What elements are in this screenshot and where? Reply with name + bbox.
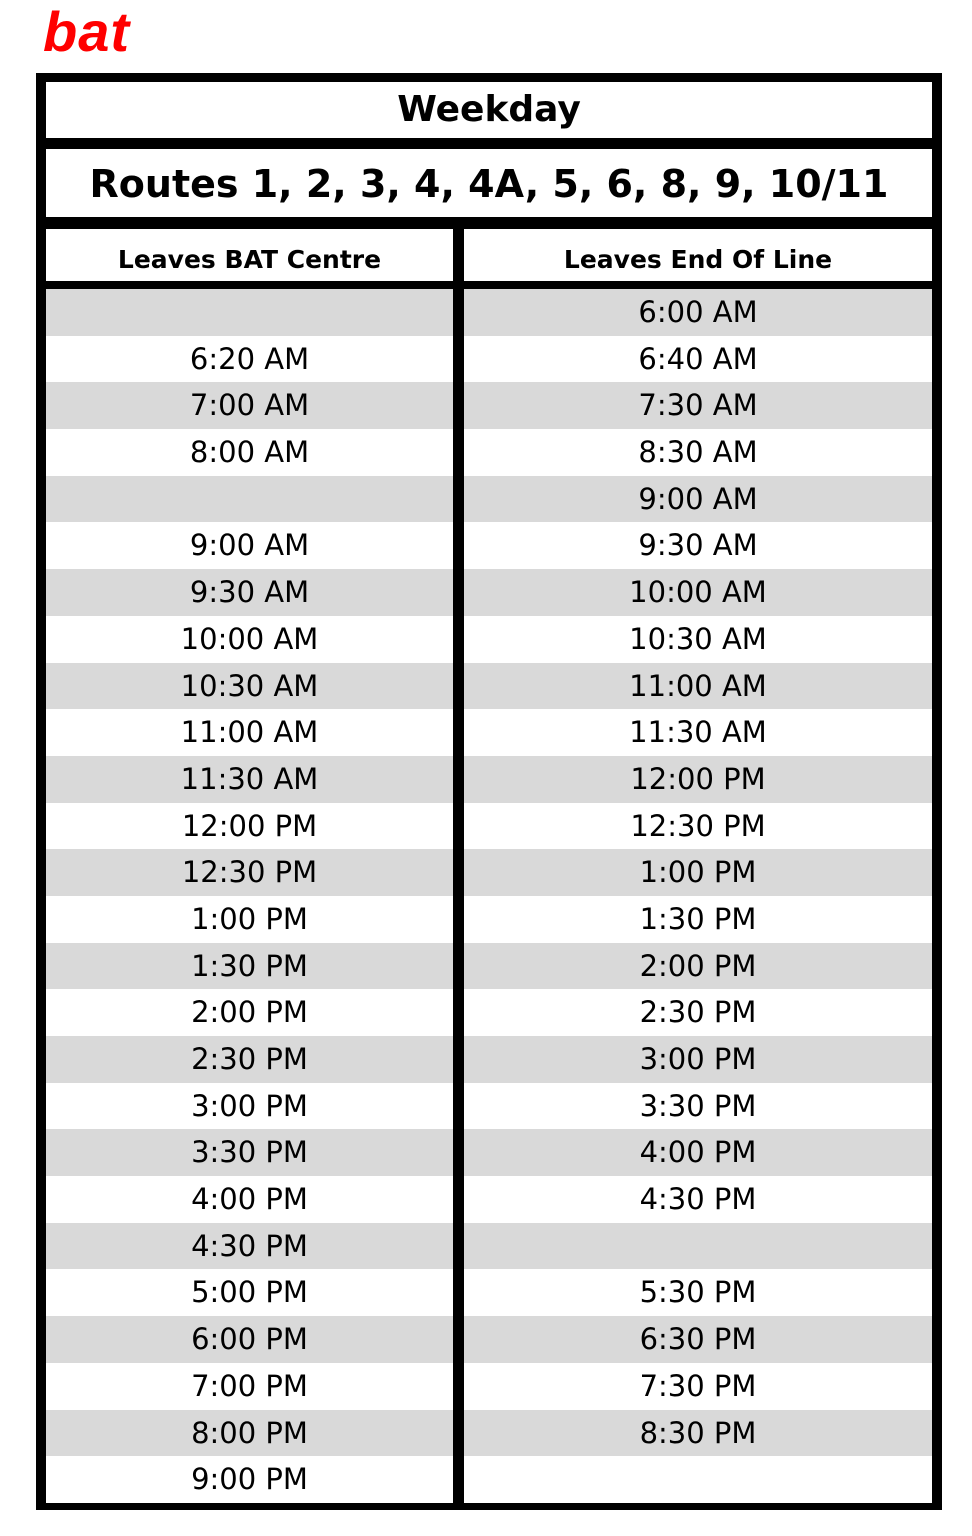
bat-centre-time-cell: 6:20 AM xyxy=(46,336,453,383)
bat-centre-time-cell: 5:00 PM xyxy=(46,1269,453,1316)
routes-header xyxy=(46,149,932,217)
bat-centre-time-cell: 10:30 AM xyxy=(46,663,453,710)
bat-centre-time-cell: 9:00 PM xyxy=(46,1456,453,1503)
end-of-line-time-cell: 9:30 AM xyxy=(464,522,932,569)
bat-centre-time-cell: 8:00 PM xyxy=(46,1410,453,1457)
bat-centre-time-cell: 3:00 PM xyxy=(46,1083,453,1130)
end-of-line-time-cell: 3:30 PM xyxy=(464,1083,932,1130)
bat-centre-time-cell: 11:00 AM xyxy=(46,709,453,756)
end-of-line-departures xyxy=(464,289,932,1503)
end-of-line-time-cell: 1:00 PM xyxy=(464,849,932,896)
end-of-line-time-cell: 9:00 AM xyxy=(464,476,932,523)
end-of-line-time-cell: 7:30 AM xyxy=(464,382,932,429)
day-type-header xyxy=(46,82,932,138)
end-of-line-time-cell: 5:30 PM xyxy=(464,1269,932,1316)
bat-centre-time-cell: 10:00 AM xyxy=(46,616,453,663)
end-of-line-time-cell: 6:40 AM xyxy=(464,336,932,383)
end-of-line-time-cell: 11:00 AM xyxy=(464,663,932,710)
bat-centre-time-cell: 1:00 PM xyxy=(46,896,453,943)
end-of-line-time-cell: 10:00 AM xyxy=(464,569,932,616)
bat-logo: bat xyxy=(43,0,130,63)
column-header-label: Leaves BAT Centre xyxy=(117,245,382,274)
end-of-line-time-cell: 10:30 AM xyxy=(464,616,932,663)
day-type-label: Weekday xyxy=(397,89,581,130)
bat-centre-time-cell: 7:00 AM xyxy=(46,382,453,429)
end-of-line-time-cell: 2:00 PM xyxy=(464,943,932,990)
bat-centre-time-cell: 12:30 PM xyxy=(46,849,453,896)
bat-centre-time-cell: 4:30 PM xyxy=(46,1223,453,1270)
bat-centre-time-cell: 2:00 PM xyxy=(46,989,453,1036)
end-of-line-time-cell: 12:00 PM xyxy=(464,756,932,803)
column-header-label: Leaves End Of Line xyxy=(563,245,833,274)
column-header-bat-centre xyxy=(46,229,453,281)
end-of-line-time-cell: 8:30 PM xyxy=(464,1410,932,1457)
end-of-line-time-cell: 6:30 PM xyxy=(464,1316,932,1363)
bat-centre-time-cell: 9:00 AM xyxy=(46,522,453,569)
end-of-line-time-cell: 12:30 PM xyxy=(464,803,932,850)
bat-centre-time-cell xyxy=(46,289,453,336)
routes-label: Routes 1, 2, 3, 4, 4A, 5, 6, 8, 9, 10/11 xyxy=(89,162,889,206)
column-header-end-of-line xyxy=(464,229,932,281)
bat-centre-time-cell: 6:00 PM xyxy=(46,1316,453,1363)
end-of-line-time-cell xyxy=(464,1223,932,1270)
end-of-line-time-cell: 4:30 PM xyxy=(464,1176,932,1223)
end-of-line-time-cell: 8:30 AM xyxy=(464,429,932,476)
bat-centre-time-cell: 7:00 PM xyxy=(46,1363,453,1410)
bat-centre-time-cell: 11:30 AM xyxy=(46,756,453,803)
bat-centre-time-cell: 2:30 PM xyxy=(46,1036,453,1083)
bat-centre-time-cell: 9:30 AM xyxy=(46,569,453,616)
bat-centre-time-cell: 1:30 PM xyxy=(46,943,453,990)
end-of-line-time-cell: 7:30 PM xyxy=(464,1363,932,1410)
end-of-line-time-cell xyxy=(464,1456,932,1503)
bat-centre-time-cell: 12:00 PM xyxy=(46,803,453,850)
end-of-line-time-cell: 1:30 PM xyxy=(464,896,932,943)
bat-centre-time-cell: 4:00 PM xyxy=(46,1176,453,1223)
end-of-line-time-cell: 6:00 AM xyxy=(464,289,932,336)
end-of-line-time-cell: 11:30 AM xyxy=(464,709,932,756)
bat-centre-departures xyxy=(46,289,453,1503)
end-of-line-time-cell: 3:00 PM xyxy=(464,1036,932,1083)
end-of-line-time-cell: 4:00 PM xyxy=(464,1129,932,1176)
end-of-line-time-cell: 2:30 PM xyxy=(464,989,932,1036)
bat-centre-time-cell xyxy=(46,476,453,523)
bat-centre-time-cell: 3:30 PM xyxy=(46,1129,453,1176)
bat-centre-time-cell: 8:00 AM xyxy=(46,429,453,476)
